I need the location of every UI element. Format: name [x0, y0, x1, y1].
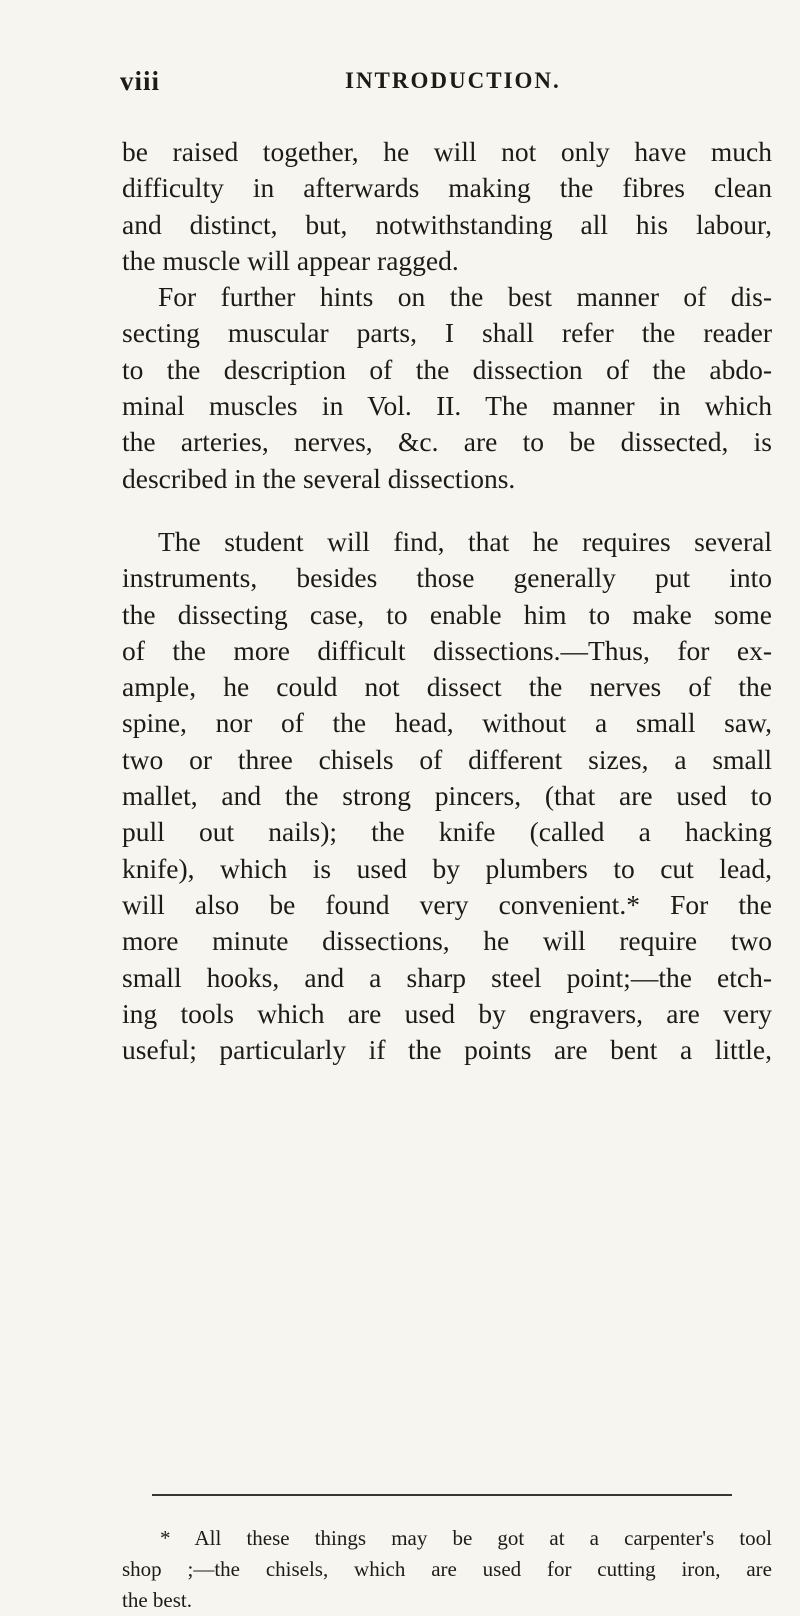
text-line: and distinct, but, notwithstanding all his labour,: [122, 208, 772, 240]
text-line: knife), which is used by plumbers to cut lead,: [122, 852, 772, 884]
footnote-line: * All these things may be got at a carpenter's tool: [160, 1526, 772, 1550]
paragraph-gap: [122, 497, 772, 524]
text-line: two or three chisels of different sizes, a small: [122, 743, 772, 775]
footnote-line: the best.: [122, 1588, 192, 1612]
footnote: [122, 1523, 772, 1616]
text-line: The student will find, that he requires several: [158, 525, 772, 557]
text-line: the dissecting case, to enable him to make some: [122, 598, 772, 630]
text-line: be raised together, he will not only have much: [122, 136, 772, 167]
text-line: difficulty in afterwards making the fibres clean: [122, 172, 772, 204]
text-line: of the more difficult dissections.—Thus, for ex-: [122, 634, 772, 666]
text-line: secting muscular parts, I shall refer the reader: [122, 317, 772, 349]
text-line: minal muscles in Vol. II. The manner in which: [122, 390, 772, 422]
text-line: small hooks, and a sharp steel point;—the etch-: [122, 961, 772, 993]
body-text: [122, 134, 772, 1068]
text-line: spine, nor of the head, without a small saw,: [122, 707, 772, 739]
text-line: ing tools which are used by engravers, are very: [122, 997, 772, 1029]
text-line: more minute dissections, he will require two: [122, 925, 772, 957]
footnote-rule: [152, 1494, 732, 1496]
text-line: instruments, besides those generally put into: [122, 562, 772, 594]
text-line: ample, he could not dissect the nerves of the: [122, 671, 772, 703]
page-number: viii: [120, 66, 161, 96]
text-line: mallet, and the strong pincers, (that are used to: [122, 780, 772, 812]
footnote-line: shop ;—the chisels, which are used for cutting iron, are: [122, 1557, 772, 1581]
running-head: [120, 66, 780, 106]
text-line: will also be found very convenient.* For the: [122, 888, 772, 920]
text-line: the arteries, nerves, &c. are to be dissected, is: [122, 426, 772, 458]
text-line: to the description of the dissection of the abdo-: [122, 353, 772, 385]
running-head-title: INTRODUCTION.: [345, 68, 561, 93]
text-line: useful; particularly if the points are bent a little,: [122, 1034, 772, 1066]
text-line: pull out nails); the knife (called a hacking: [122, 816, 772, 848]
text-line: described in the several dissections.: [122, 462, 516, 494]
text-line: For further hints on the best manner of dis-: [158, 281, 772, 313]
text-line: the muscle will appear ragged.: [122, 244, 459, 276]
